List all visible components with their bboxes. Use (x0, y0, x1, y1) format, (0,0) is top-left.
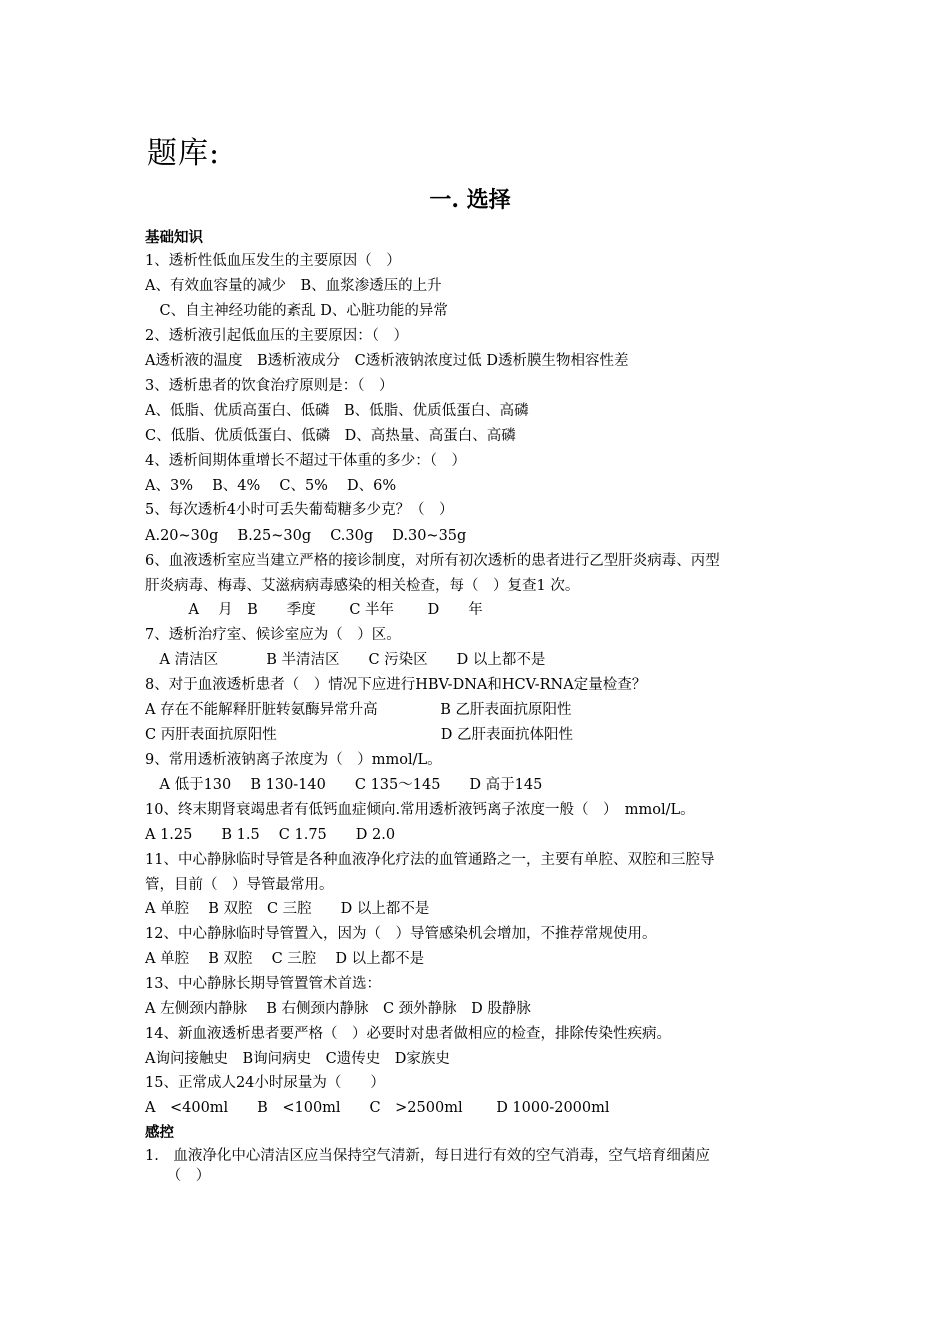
option-line: A、低脂、优质高蛋白、低磷 B、低脂、优质低蛋白、高磷 (145, 403, 529, 419)
option-line: A 单腔 B 双腔 C 三腔 D 以上都不是 (145, 951, 425, 967)
question-line: 15、正常成人24小时尿量为（ ） (145, 1075, 385, 1091)
question-line: 5、每次透析4小时可丢失葡萄糖多少克？（ ） (145, 502, 454, 518)
option-line: A 存在不能解释肝脏转氨酶异常升高 B 乙肝表面抗原阳性 (145, 702, 572, 718)
section-title-text: 一. 选择 (429, 187, 511, 213)
option-line: A 单腔 B 双腔 C 三腔 D 以上都不是 (145, 901, 430, 917)
question-line: 4、透析间期体重增长不超过干体重的多少：（ ） (145, 453, 466, 469)
page-title: 题库: (147, 136, 221, 171)
question-line: 6、血液透析室应当建立严格的接诊制度，对所有初次透析的患者进行乙型肝炎病毒、丙型 (145, 553, 720, 569)
option-line: A透析液的温度 B透析液成分 C透析液钠浓度过低 D透析膜生物相容性差 (145, 353, 629, 369)
option-line: A <400ml B <100ml C >2500ml D 1000-2000ml (145, 1100, 610, 1116)
question-line: 11、中心静脉临时导管是各种血液净化疗法的血管通路之一，主要有单腔、双腔和三腔导 (145, 852, 715, 868)
question-line: 9、常用透析液钠离子浓度为（ ）mmol/L。 (145, 752, 442, 768)
option-line: A询问接触史 B询问病史 C遗传史 D家族史 (145, 1051, 450, 1067)
question-line: 14、新血液透析患者要严格（ ）必要时对患者做相应的检查，排除传染性疾病。 (145, 1026, 671, 1042)
option-line: A 月 B 季度 C 半年 D 年 (145, 602, 483, 618)
question-line: 12、中心静脉临时导管置入，因为（ ）导管感染机会增加，不推荐常规使用。 (145, 926, 657, 942)
question-line: 13、中心静脉长期导管置管术首选： (145, 976, 381, 992)
question-line: 10、终末期肾衰竭患者有低钙血症倾向.常用透析液钙离子浓度一般（ ） mmol/L。 (145, 802, 695, 818)
question-line: （ ） (145, 1168, 211, 1184)
option-line: A 左侧颈内静脉 B 右侧颈内静脉 C 颈外静脉 D 股静脉 (145, 1001, 531, 1017)
option-line: A.20~30g B.25~30g C.30g D.30~35g (145, 528, 467, 544)
option-line: A、3% B、4% C、5% D、6% (145, 478, 397, 494)
question-line: 管，目前（ ）导管最常用。 (145, 877, 334, 893)
question-line: 2、透析液引起低血压的主要原因：（ ） (145, 328, 408, 344)
subsection-basics: 基础知识 (145, 229, 203, 246)
option-line: A 低于130 B 130-140 C 135～145 D 高于145 (145, 777, 543, 793)
option-line: C、自主神经功能的紊乱 D、心脏功能的异常 (145, 303, 448, 319)
option-line: A 1.25 B 1.5 C 1.75 D 2.0 (145, 827, 396, 843)
question-line: 3、透析患者的饮食治疗原则是：（ ） (145, 378, 394, 394)
option-line: A 清洁区 B 半清洁区 C 污染区 D 以上都不是 (145, 652, 546, 668)
question-line: 7、透析治疗室、候诊室应为（ ）区。 (145, 627, 401, 643)
option-line: C、低脂、优质低蛋白、低磷 D、高热量、高蛋白、高磷 (145, 428, 516, 444)
subsection-infection: 感控 (145, 1124, 174, 1141)
question-line: 8、对于血液透析患者（ ）情况下应进行HBV-DNA和HCV-RNA定量检查？ (145, 677, 647, 693)
question-line: 1. 血液净化中心清洁区应当保持空气清新，每日进行有效的空气消毒，空气培育细菌应 (145, 1148, 710, 1164)
question-line: 1、透析性低血压发生的主要原因（ ） (145, 253, 401, 269)
option-line: C 丙肝表面抗原阳性 D 乙肝表面抗体阳性 (145, 727, 574, 743)
option-line: A、有效血容量的减少 B、血浆渗透压的上升 (145, 278, 442, 294)
question-line: 肝炎病毒、梅毒、艾滋病病毒感染的相关检查，每（ ）复查1 次。 (145, 578, 580, 594)
section-title (0, 183, 950, 214)
